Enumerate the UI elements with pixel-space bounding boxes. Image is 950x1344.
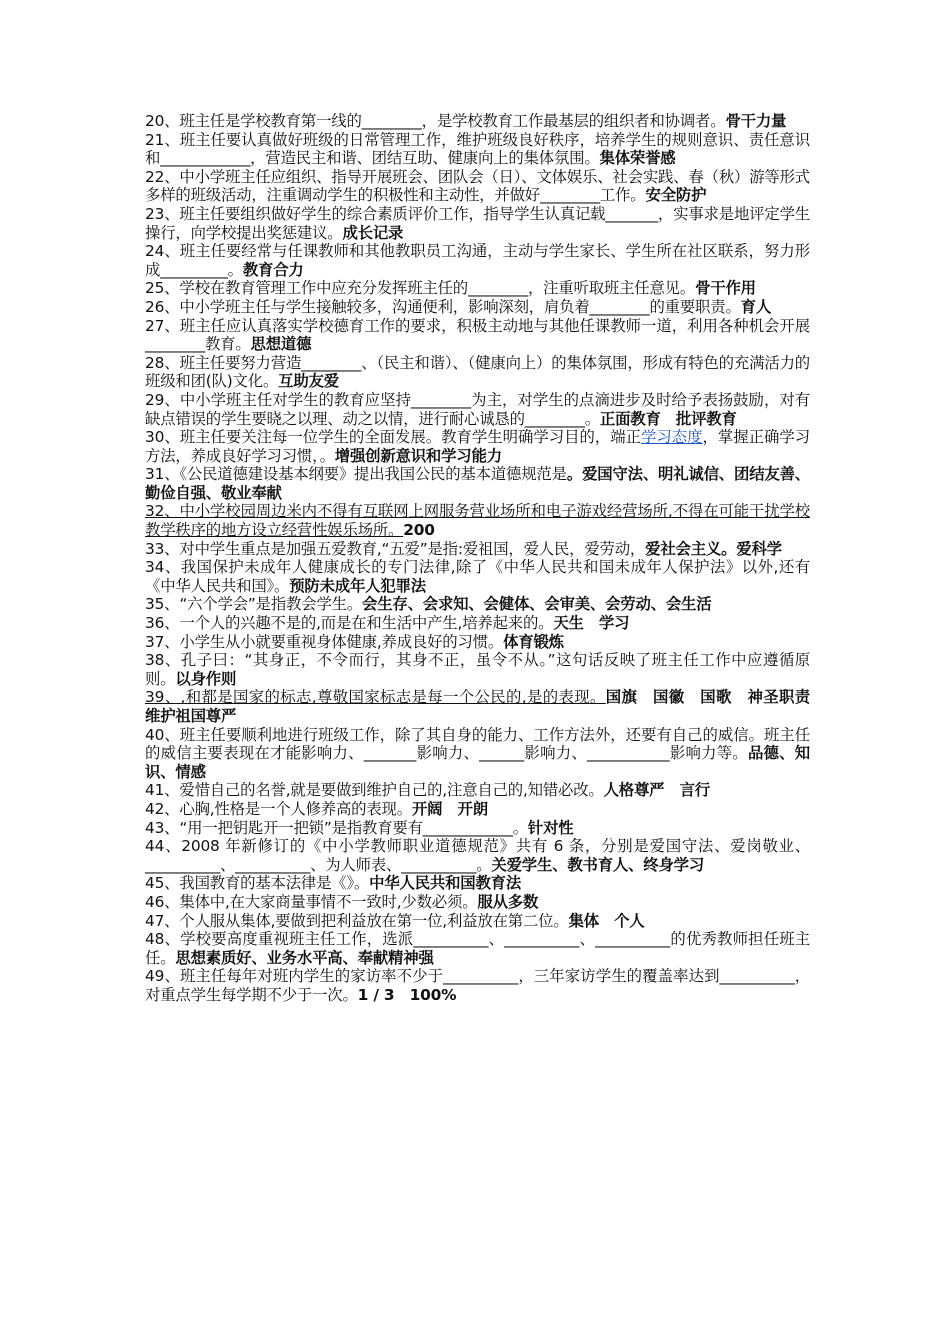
list-item bbox=[145, 651, 810, 688]
question-text: 42、心胸,性格是一个人修养高的表现。 bbox=[145, 799, 412, 818]
question-text: 36、一个人的兴趣不是的,而是在和生活中产生,培养起来的。 bbox=[145, 614, 554, 633]
question-text: 27、班主任应认真落实学校德育工作的要求，积极主动地与其他任课教师一道，利用各种机会开展________教育。 bbox=[145, 316, 810, 354]
question-text: 40、班主任要顺利地进行班级工作，除了其自身的能力、工作方法外，还要有自己的威信。班主任的威信主要表现在才能影响力、_______影响力、______影响力、___________影响力等。 bbox=[145, 725, 810, 763]
question-text: 31、《公民道德建设基本纲要》提出我国公民的基本道德规范是 bbox=[145, 465, 567, 484]
list-item bbox=[145, 428, 810, 465]
list-item bbox=[145, 168, 810, 205]
question-text: 23、班主任要组织做好学生的综合素质评价工作，指导学生认真记载_______，实事求是地评定学生操行，向学校提出奖惩建议。 bbox=[145, 204, 810, 242]
question-text: 32、中小学校园周边米内不得有互联网上网服务营业场所和电子游戏经营场所,不得在可能干扰学校教学秩序的地方设立经营性娱乐场所。 bbox=[145, 502, 810, 540]
question-text: 26、中小学班主任与学生接触较多，沟通便利，影响深刻，肩负着________的重要职责。 bbox=[145, 297, 741, 316]
answer-text: 开阔 开朗 bbox=[411, 799, 488, 818]
question-text: 45、我国教育的基本法律是《》。 bbox=[145, 874, 370, 893]
list-item bbox=[145, 726, 810, 782]
answer-text: 正面教育 批评教育 bbox=[599, 409, 737, 428]
answer-text: 思想道德 bbox=[250, 335, 312, 354]
question-list bbox=[145, 112, 826, 1005]
list-item bbox=[145, 354, 810, 391]
list-item bbox=[145, 502, 810, 539]
answer-text: 品德、知识、情感 bbox=[145, 744, 810, 781]
answer-text: 中华人民共和国教育法 bbox=[369, 874, 522, 893]
answer-text: 骨干作用 bbox=[695, 279, 756, 298]
study-attitude-link[interactable]: 学习态度 bbox=[641, 428, 703, 447]
question-text: 38、孔子曰：“其身正，不令而行，其身不正，虽令不从。”这句话反映了班主任工作中应遵循原则。 bbox=[145, 651, 810, 688]
list-item bbox=[145, 893, 810, 912]
answer-text: 教育合力 bbox=[242, 260, 304, 279]
answer-text: 安全防护 bbox=[645, 186, 707, 205]
question-text: 22、中小学班主任应组织、指导开展班会、团队会（日）、文体娱乐、社会实践、春（秋）游等形式多样的班级活动，注重调动学生的积极性和主动性，并做好________工作。 bbox=[145, 167, 810, 205]
answer-text: 以身作则 bbox=[175, 669, 237, 688]
question-text: 24、班主任要经常与任课教师和其他教职员工沟通，主动与学生家长、学生所在社区联系，努力形成_________。 bbox=[145, 242, 810, 279]
question-text: 28、班主任要努力营造________、（民主和谐）、（健康向上）的集体氛围，形成有特色的充满活力的班级和团(队)文化。 bbox=[145, 353, 810, 391]
question-text: 35、“六个学会”是指教会学生。 bbox=[145, 595, 363, 614]
question-text: 33、对中学生重点是加强五爱教育,“五爱”是指:爱祖国，爱人民，爱劳动， bbox=[145, 539, 646, 558]
question-text: 41、爱惜自己的名誉,就是要做到维护自己的,注意自己的,知错必改。 bbox=[145, 781, 604, 800]
question-text: 43、“用一把钥匙开一把锁”是指教育要有____________。 bbox=[145, 818, 528, 837]
answer-text: 天生 学习 bbox=[553, 614, 630, 633]
answer-text: 关爱学生、教书育人、终身学习 bbox=[491, 855, 705, 874]
answer-text: 集体荣誉感 bbox=[599, 149, 676, 168]
list-item bbox=[145, 540, 810, 559]
answer-text: 1 / 3 100% bbox=[357, 985, 457, 1004]
question-text: 49、班主任每年对班内学生的家访率不少于__________，三年家访学生的覆盖率达到__________，对重点学生每学期不少于一次。 bbox=[145, 967, 810, 1004]
question-text: 44、2008 年新修订的《中小学教师职业道德规范》共有 6 条，分别是爱国守法、爱岗敬业、__________、__________、为人师表、__________。 bbox=[145, 837, 810, 874]
answer-text: 服从多数 bbox=[477, 892, 539, 911]
answer-text: 成长记录 bbox=[342, 223, 404, 242]
question-text: 29、中小学班主任对学生的教育应坚持________为主，对学生的点滴进步及时给予表扬鼓励，对有缺点错误的学生要晓之以理、动之以情，进行耐心诚恳的________。 bbox=[145, 390, 810, 428]
list-item bbox=[145, 633, 810, 652]
list-item bbox=[145, 112, 810, 131]
answer-text: 预防未成年人犯罪法 bbox=[289, 576, 426, 595]
answer-text: 骨干力量 bbox=[725, 112, 787, 130]
list-item bbox=[145, 242, 810, 279]
answer-text: 针对性 bbox=[527, 818, 574, 837]
question-text: ，掌握正确学习方法，养成良好学习习惯，。 bbox=[145, 428, 810, 465]
list-item bbox=[145, 279, 810, 298]
answer-text: 人格尊严 言行 bbox=[603, 781, 710, 800]
question-text: 25、学校在教育管理工作中应充分发挥班主任的________，注重听取班主任意见。 bbox=[145, 279, 696, 298]
list-item bbox=[145, 131, 810, 168]
list-item bbox=[145, 614, 810, 633]
answer-text: 体育锻炼 bbox=[503, 632, 564, 651]
list-item bbox=[145, 819, 810, 838]
answer-text: 爱社会主义。爱科学 bbox=[645, 539, 782, 558]
list-item bbox=[145, 967, 810, 1004]
list-item bbox=[145, 781, 810, 800]
question-text: 46、集体中,在大家商量事情不一致时,少数必须。 bbox=[145, 892, 478, 911]
question-text: 30、班主任要关注每一位学生的全面发展。教育学生明确学习目的，端正 bbox=[145, 428, 642, 447]
answer-text: 增强创新意识和学习能力 bbox=[334, 446, 502, 465]
question-text: 47、个人服从集体,要做到把利益放在第一位,利益放在第二位。 bbox=[145, 911, 569, 930]
answer-text: 会生存、会求知、会健体、会审美、会劳动、会生活 bbox=[362, 595, 712, 614]
answer-text: 。爱国守法、明礼诚信、团结友善、勤俭自强、敬业奉献 bbox=[145, 465, 810, 502]
list-item bbox=[145, 205, 810, 242]
answer-text: 思想素质好、业务水平高、奉献精神强 bbox=[175, 948, 434, 967]
list-item bbox=[145, 391, 810, 428]
list-item bbox=[145, 930, 810, 967]
list-item bbox=[145, 298, 810, 317]
list-item bbox=[145, 837, 810, 874]
list-item bbox=[145, 688, 826, 725]
question-text: 21、班主任要认真做好班级的日常管理工作，维护班级良好秩序，培养学生的规则意识、责任意识和____________，营造民主和谐、团结互助、健康向上的集体氛围。 bbox=[145, 130, 810, 168]
list-item bbox=[145, 465, 810, 502]
answer-text: 互助友爱 bbox=[278, 372, 339, 391]
list-item bbox=[145, 912, 810, 931]
list-item bbox=[145, 317, 810, 354]
answer-text: 200 bbox=[403, 521, 435, 540]
question-text: 20、班主任是学校教育第一线的________，是学校教育工作最基层的组织者和协调者。 bbox=[145, 112, 726, 130]
question-text: 39、,和都是国家的标志,尊敬国家标志是每一个公民的,是的表现。 bbox=[145, 688, 606, 707]
list-item bbox=[145, 800, 810, 819]
list-item bbox=[145, 595, 810, 614]
question-text: 34、我国保护未成年人健康成长的专门法律,除了《中华人民共和国未成年人保护法》以外,还有《中华人民共和国》。 bbox=[145, 558, 810, 595]
answer-text: 国旗 国徽 国歌 神圣职责 维护祖国尊严 bbox=[145, 688, 826, 725]
list-item bbox=[145, 874, 810, 893]
question-text: 37、小学生从小就要重视身体健康,养成良好的习惯。 bbox=[145, 632, 504, 651]
question-text: 48、学校要高度重视班主任工作，选派__________、__________、__________的优秀教师担任班主任。 bbox=[145, 930, 810, 967]
answer-text: 育人 bbox=[740, 297, 772, 316]
list-item bbox=[145, 558, 810, 595]
answer-text: 集体 个人 bbox=[568, 911, 645, 930]
